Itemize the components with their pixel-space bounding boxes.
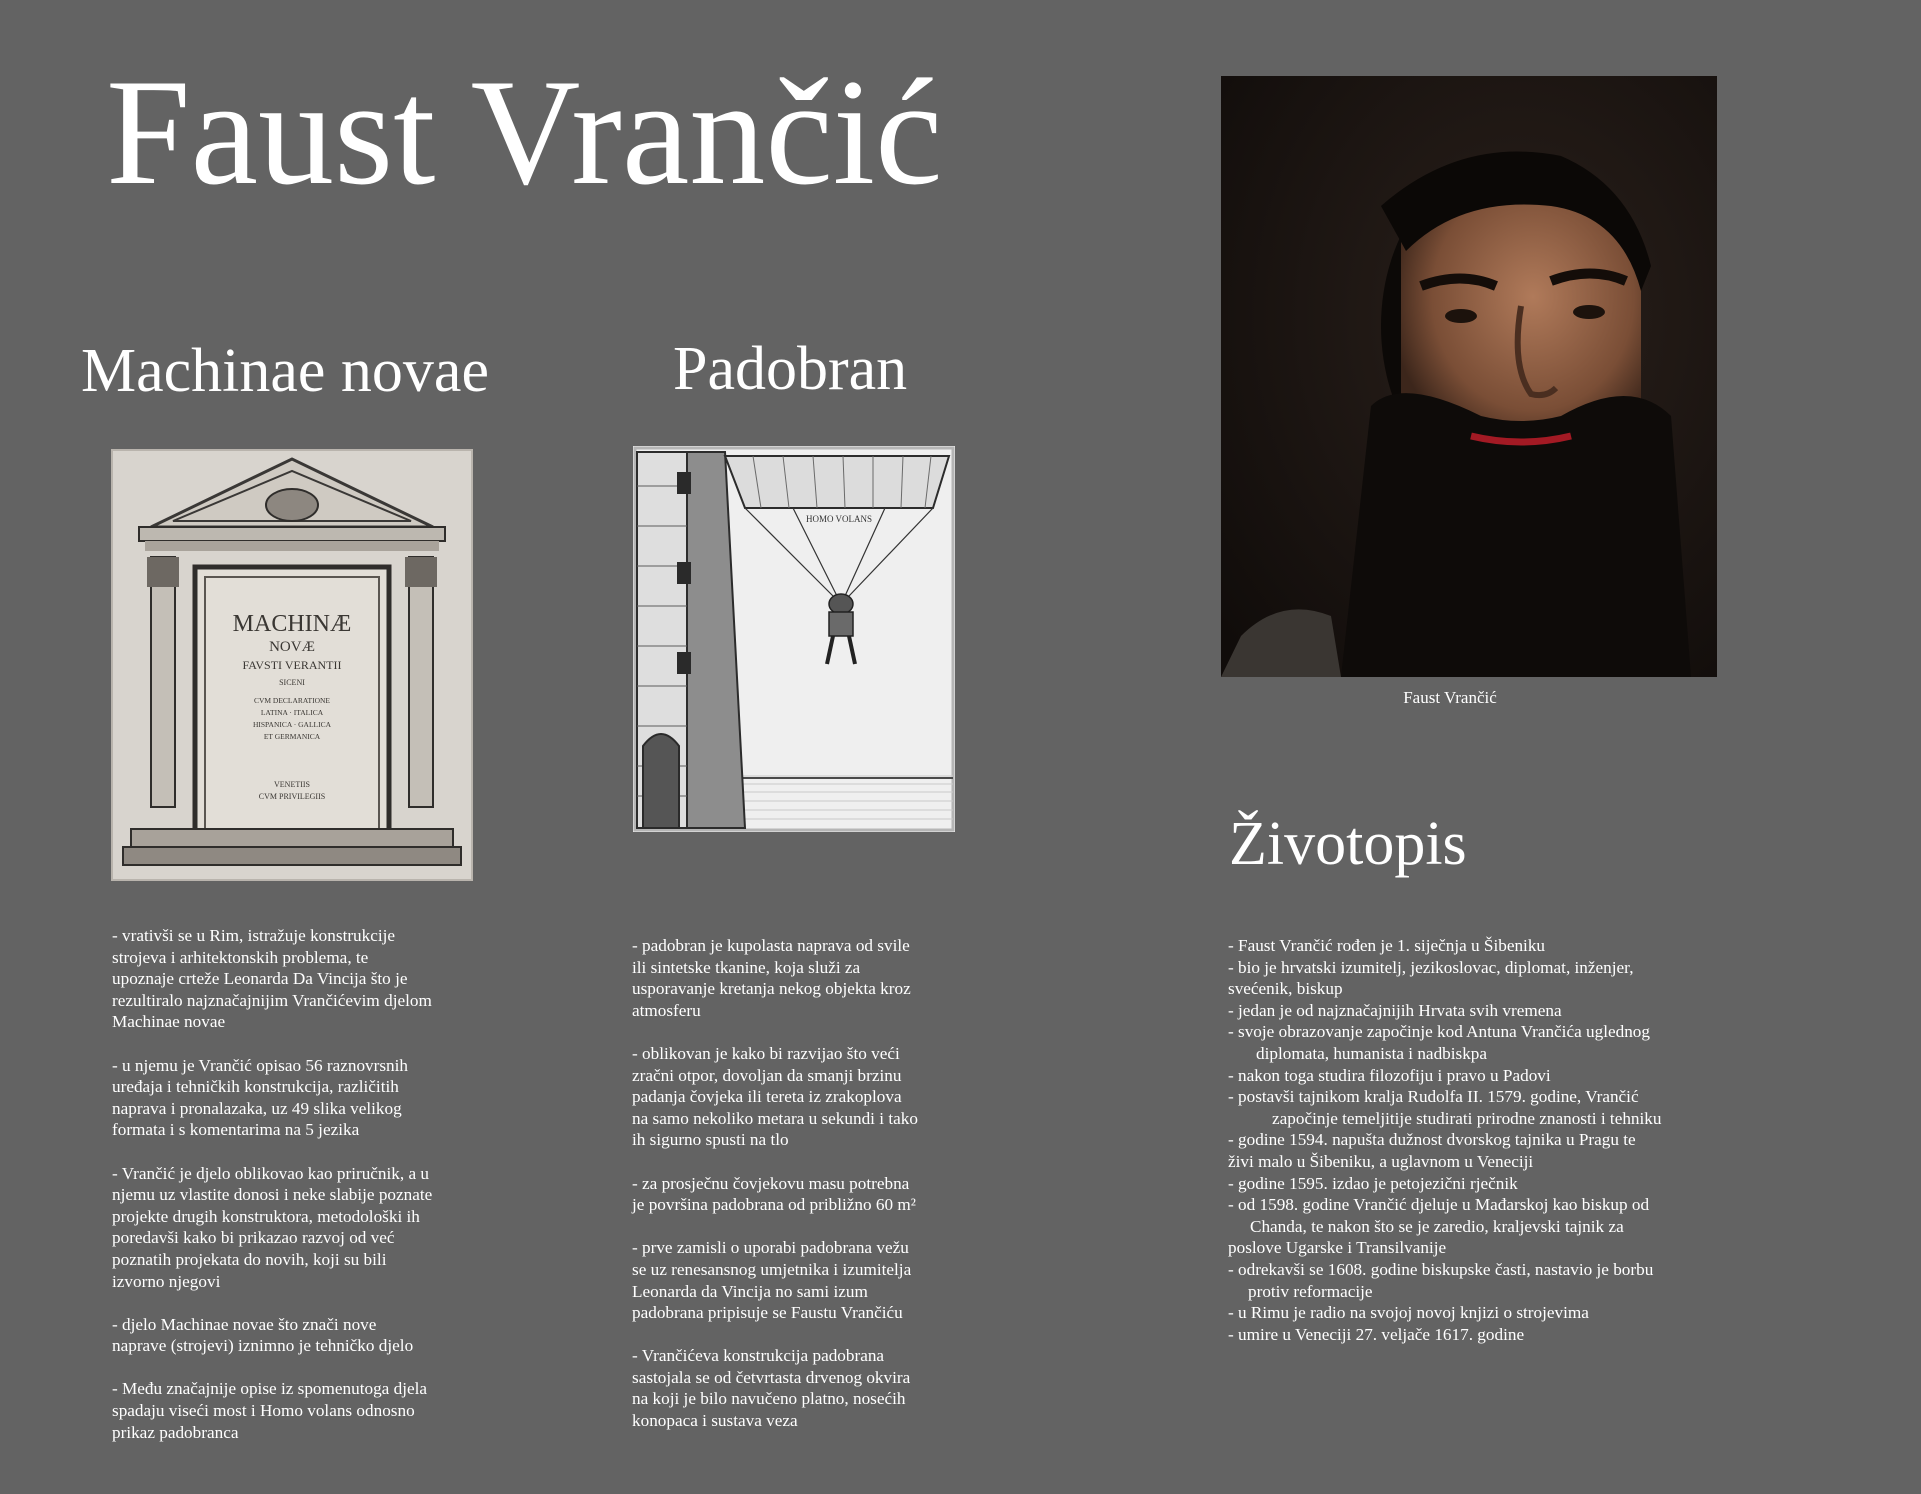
padobran-text xyxy=(632,935,972,1432)
paragraph: - Vrančićeva konstrukcija padobrana sastojala se od četvrtasta drvenog okvira na koji je bilo navučeno platno, nosećih konopaca i sustava veza xyxy=(632,1346,911,1431)
book-cover-text: LATINA · ITALICA xyxy=(260,708,324,717)
bio-line: - postavši tajnikom kralja Rudolfa II. 1579. godine, Vrančić xyxy=(1228,1087,1639,1107)
book-cover-text: VENETIIS xyxy=(274,780,310,789)
bio-line: - odrekavši se 1608. godine biskupske časti, nastavio je borbu xyxy=(1228,1259,1654,1279)
homo-volans-parachute-image xyxy=(633,446,955,832)
bio-line: Chanda, te nakon što se je zaredio, kraljevski tajnik za xyxy=(1250,1216,1624,1236)
portrait-icon xyxy=(1221,76,1717,677)
bio-line: - umire u Veneciji 27. veljače 1617. godine xyxy=(1228,1324,1525,1344)
bio-line: - nakon toga studira filozofiju i pravo u Padovi xyxy=(1228,1065,1551,1085)
paragraph: - u njemu je Vrančić opisao 56 raznovrsnih uređaja i tehničkih konstrukcija, različitih naprava i pronalazaka, uz 49 slika velikog formata i s komentarima na 5 jezika xyxy=(112,1055,409,1140)
bio-line: - godine 1594. napušta dužnost dvorskog tajnika u Pragu te xyxy=(1228,1130,1636,1150)
paragraph: - Vrančić je djelo oblikovao kao priručnik, a u njemu uz vlastite donosi i neke slabije poznate projekte drugih konstruktora, metodološki ih poredavši kako bi prikazao razvoj od već poznatih projekata do novih, koji su bili izvorno njegovi xyxy=(112,1163,433,1291)
portrait-caption: Faust Vrančić xyxy=(1403,688,1497,707)
paragraph: - vrativši se u Rim, istražuje konstrukcije strojeva i arhitektonskih problema, te upoznaje crteže Leonarda Da Vincija što je rezultiralo najznačajnijim Vrančićevim djelom Machinae novae xyxy=(112,926,432,1032)
faust-vrancic-portrait-image xyxy=(1221,76,1717,677)
book-cover-text: HISPANICA · GALLICA xyxy=(252,720,332,729)
bio-line: protiv reformacije xyxy=(1248,1281,1373,1301)
book-cover-text: SICENI xyxy=(279,678,305,687)
bio-line: - u Rimu je radio na svojoj novoj knjizi o strojevima xyxy=(1228,1303,1589,1323)
bio-line: poslove Ugarske i Transilvanije xyxy=(1228,1238,1447,1258)
bio-line: - godine 1595. izdao je petojezični rječnik xyxy=(1228,1173,1518,1193)
bio-line: - jedan je od najznačajnijih Hrvata svih vremena xyxy=(1228,1000,1562,1020)
paragraph: - prve zamisli o uporabi padobrana vežu se uz renesansnog umjetnika i izumitelja Leonarda da Vincija no sami izum padobrana pripisuje se Faustu Vrančiću xyxy=(632,1238,912,1323)
paragraph: - za prosječnu čovjekovu masu potrebna je površina padobrana od približno 60 m² xyxy=(632,1173,916,1215)
parachute-engraving-icon xyxy=(633,446,955,832)
machinae-novae-title-page-image xyxy=(111,449,473,881)
bio-line: započinje temeljitije studirati prirodne znanosti i tehniku xyxy=(1272,1108,1662,1128)
book-cover-text: NOVÆ xyxy=(269,639,315,655)
paragraph: - Među značajnije opise iz spomenutoga djela spadaju viseći most i Homo volans odnosno prikaz padobranca xyxy=(112,1379,427,1442)
book-cover-text: MACHINÆ xyxy=(232,611,352,637)
bio-line: živi malo u Šibeniku, a uglavnom u Veneciji xyxy=(1228,1151,1534,1171)
book-illustration-icon xyxy=(111,449,473,881)
heading-zivotopis: Životopis xyxy=(1229,810,1467,878)
heading-machinae-novae: Machinae novae xyxy=(81,337,489,405)
book-cover-text: CVM DECLARATIONE xyxy=(253,696,331,705)
paragraph: - oblikovan je kako bi razvijao što veći zračni otpor, dovoljan da smanji brzinu padanja čovjeka ili tereta iz zrakoplova na samo nekoliko metara u sekundi i tako ih sigurno spusti na tlo xyxy=(632,1043,918,1150)
zivotopis-text xyxy=(1228,935,1748,1345)
book-cover-text: ET GERMANICA xyxy=(263,732,321,741)
page-title: Faust Vrančić xyxy=(106,48,943,216)
bio-line: svećenik, biskup xyxy=(1228,979,1343,999)
bio-line: - bio je hrvatski izumitelj, jezikoslovac, diplomat, inženjer, xyxy=(1228,957,1634,977)
paragraph: - djelo Machinae novae što znači nove naprave (strojevi) iznimno je tehničko djelo xyxy=(112,1314,414,1356)
heading-padobran: Padobran xyxy=(673,335,908,403)
book-cover-text: CVM PRIVILEGIIS xyxy=(258,792,326,801)
paragraph: - padobran je kupolasta naprava od svile ili sintetske tkanine, koja služi za usporavanje kretanja nekog objekta kroz atmosferu xyxy=(632,936,911,1020)
bio-line: - Faust Vrančić rođen je 1. siječnja u Šibeniku xyxy=(1228,936,1546,955)
bio-line: - od 1598. godine Vrančić djeluje u Mađarskoj kao biskup od xyxy=(1228,1195,1650,1215)
book-cover-text: FAVSTI VERANTII xyxy=(242,658,342,672)
bio-line: - svoje obrazovanje započinje kod Antuna Vrančića uglednog xyxy=(1228,1022,1650,1042)
machinae-novae-text xyxy=(112,925,492,1443)
parachute-banner-text: HOMO VOLANS xyxy=(805,514,873,524)
bio-line: diplomata, humanista i nadbiskpa xyxy=(1256,1043,1488,1063)
